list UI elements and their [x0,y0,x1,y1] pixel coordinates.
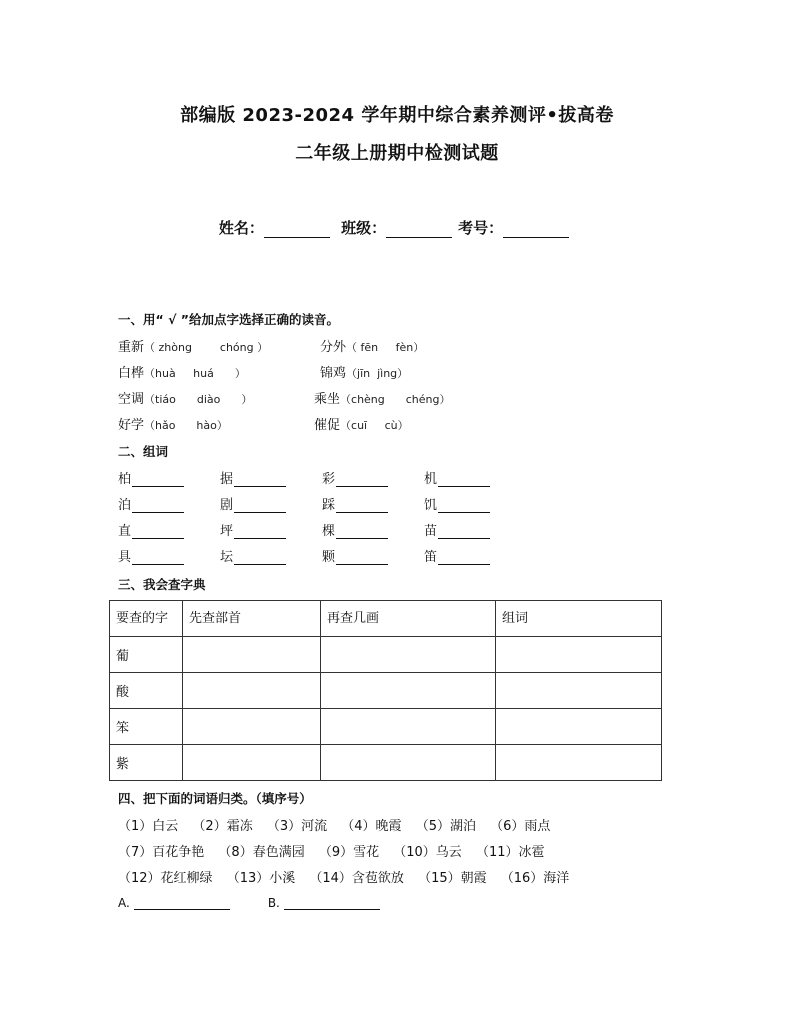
word-char: 泊 [118,498,132,513]
word-item: （11）冰雹 [475,845,545,860]
stroke-cell[interactable] [321,745,496,781]
pron-word: 空调 [118,392,145,407]
word-char: 直 [118,524,132,539]
radical-cell[interactable] [183,637,321,673]
word-char: 机 [424,472,438,487]
lookup-char: 葡 [110,637,183,673]
column-header: 先查部首 [183,601,321,637]
word-char: 剧 [220,498,234,513]
table-row [110,673,662,709]
stroke-cell[interactable] [321,637,496,673]
word-list-line [118,815,560,834]
table-row [110,745,662,781]
word-blank[interactable] [336,498,388,513]
word-item: （13）小溪 [226,871,296,886]
word-cell[interactable] [496,637,662,673]
answer-row [118,895,418,910]
word-blank[interactable] [438,498,490,513]
pron-word: 锦鸡 [320,366,347,381]
word-blank[interactable] [336,472,388,487]
word-item: （16）海洋 [500,871,570,886]
exam-no-field[interactable] [503,221,569,238]
table-row [110,637,662,673]
word-char: 苗 [424,524,438,539]
word-blank[interactable] [336,550,388,565]
word-blank[interactable] [234,550,286,565]
pron-options: （tiáo diào ） [144,393,253,406]
word-char: 颗 [322,550,336,565]
section4-heading: 四、把下面的词语归类。（填序号） [118,791,312,806]
name-label: 姓名： [218,219,264,237]
word-list-line [118,867,579,886]
word-item: （10）乌云 [393,845,462,860]
word-blank[interactable] [132,550,184,565]
word-char: 笛 [424,550,438,565]
pron-options: （cuī cù） [340,419,409,432]
column-header: 再查几画 [321,601,496,637]
word-char: 彩 [322,472,336,487]
word-char: 棵 [322,524,336,539]
dictionary-table [109,600,662,781]
lookup-char: 紫 [110,745,183,781]
pron-word: 乘坐 [314,392,341,407]
column-header: 要查的字 [110,601,183,637]
word-char: 踩 [322,498,336,513]
exam-subtitle: 二年级上册期中检测试题 [295,143,499,164]
table-header-row [110,601,662,637]
word-item: （4）晚霞 [341,819,402,834]
word-char: 具 [118,550,132,565]
pron-word: 催促 [314,418,341,433]
word-char: 坪 [220,524,234,539]
radical-cell[interactable] [183,745,321,781]
pron-word: 白桦 [118,366,145,381]
word-item: （5）湖泊 [415,819,476,834]
pron-options: （ fēn fèn） [346,341,425,354]
pron-options: （hǎo hào） [144,419,228,432]
word-blank[interactable] [132,524,184,539]
word-item: （8）春色满园 [218,845,305,860]
pron-word: 好学 [118,418,145,433]
answer-a-blank[interactable] [134,895,230,910]
table-row [110,709,662,745]
section3-heading: 三、我会查字典 [118,577,206,592]
word-blank[interactable] [438,472,490,487]
word-cell[interactable] [496,709,662,745]
radical-cell[interactable] [183,709,321,745]
answer-b-label: B. [267,896,280,910]
pron-options: （chèng chéng） [340,393,451,406]
word-blank[interactable] [438,524,490,539]
word-item: （6）雨点 [490,819,551,834]
word-char: 据 [220,472,234,487]
word-char: 坛 [220,550,234,565]
word-char: 柏 [118,472,132,487]
pron-options: （jīn jìng） [346,367,409,380]
word-item: （15）朝霞 [418,871,487,886]
word-blank[interactable] [132,472,184,487]
section1-heading: 一、用“ √ ”给加点字选择正确的读音。 [118,312,339,327]
word-blank[interactable] [438,550,490,565]
lookup-char: 笨 [110,709,183,745]
word-blank[interactable] [132,498,184,513]
word-char: 饥 [424,498,438,513]
pron-word: 重新 [118,340,145,355]
word-item: （3）河流 [266,819,328,834]
section2-heading: 二、组词 [118,444,169,459]
word-blank[interactable] [336,524,388,539]
stroke-cell[interactable] [321,709,496,745]
word-cell[interactable] [496,673,662,709]
word-blank[interactable] [234,498,286,513]
word-list-line [118,841,555,860]
word-item: （9）雪花 [318,845,380,860]
pron-word: 分外 [320,340,347,355]
word-item: （14）含苞欲放 [309,871,404,886]
class-field[interactable] [386,221,452,238]
word-item: （12）花红柳绿 [118,871,213,886]
answer-b-blank[interactable] [284,895,380,910]
word-item: （2）霜冻 [192,819,253,834]
lookup-char: 酸 [110,673,183,709]
exam-no-label: 考号： [458,219,504,237]
word-item: （1）白云 [118,819,179,834]
stroke-cell[interactable] [321,673,496,709]
student-info [0,217,794,238]
word-cell[interactable] [496,745,662,781]
name-field[interactable] [264,221,330,238]
pron-options: （huà huá ） [144,367,246,380]
answer-a-label: A. [118,896,130,910]
word-item: （7）百花争艳 [118,845,205,860]
radical-cell[interactable] [183,673,321,709]
word-blank[interactable] [234,524,286,539]
pron-options: （ zhòng chóng ） [144,341,269,354]
class-label: 班级： [341,219,387,237]
word-blank[interactable] [234,472,286,487]
column-header: 组词 [496,601,662,637]
exam-title: 部编版 2023-2024 学年期中综合素养测评•拔高卷 [180,105,614,126]
